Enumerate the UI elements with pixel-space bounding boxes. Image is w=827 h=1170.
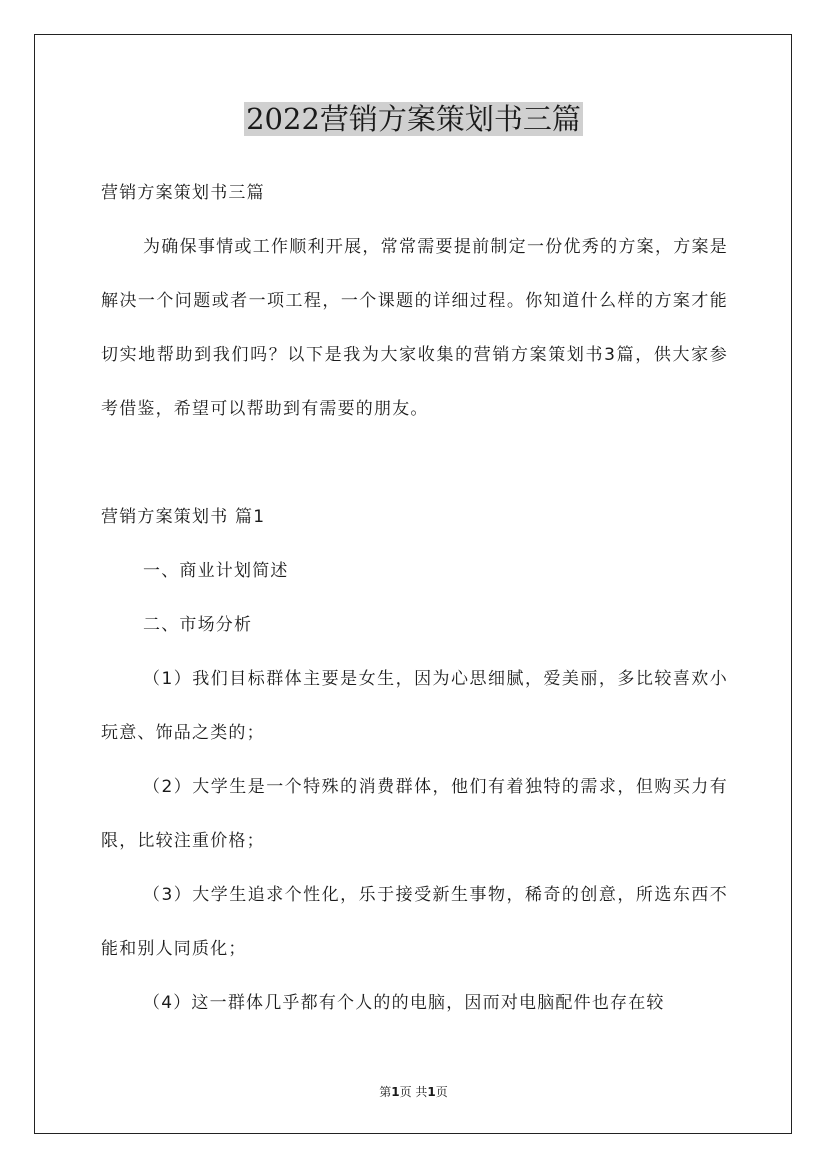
list-item: 二、市场分析 <box>143 615 253 635</box>
list-item: （3）大学生追求个性化，乐于接受新生事物，稀奇的创意，所选东西不能和别人同质化； <box>101 885 728 959</box>
list-item: （4）这一群体几乎都有个人的的电脑，因而对电脑配件也存在较 <box>143 993 665 1013</box>
section-heading: 营销方案策划书 篇1 <box>101 507 266 527</box>
page-footer <box>0 1084 827 1100</box>
list-item: 一、商业计划简述 <box>143 561 289 581</box>
list-item: （1）我们目标群体主要是女生，因为心思细腻，爱美丽，多比较喜欢小玩意、饰品之类的； <box>101 669 728 743</box>
footer-page-number: 1 <box>391 1085 400 1099</box>
intro-paragraph: 为确保事情或工作顺利开展，常常需要提前制定一份优秀的方案，方案是解决一个问题或者一项工程，一个课题的详细过程。你知道什么样的方案才能切实地帮助到我们吗？以下是我为大家收集的营销方案策划书3篇，供大家参考借鉴，希望可以帮助到有需要的朋友。 <box>101 237 728 419</box>
footer-page-suffix: 页 <box>435 1085 448 1099</box>
document-title-text: 2022营销方案策划书三篇 <box>246 102 581 136</box>
footer-page-prefix: 第 <box>379 1085 392 1099</box>
list-item: （2）大学生是一个特殊的消费群体，他们有着独特的需求，但购买力有限，比较注重价格； <box>101 777 728 851</box>
document-title <box>0 98 827 140</box>
document-subtitle: 营销方案策划书三篇 <box>101 183 265 203</box>
footer-page-total: 1 <box>427 1085 436 1099</box>
footer-page-mid: 页 共 <box>399 1085 428 1099</box>
